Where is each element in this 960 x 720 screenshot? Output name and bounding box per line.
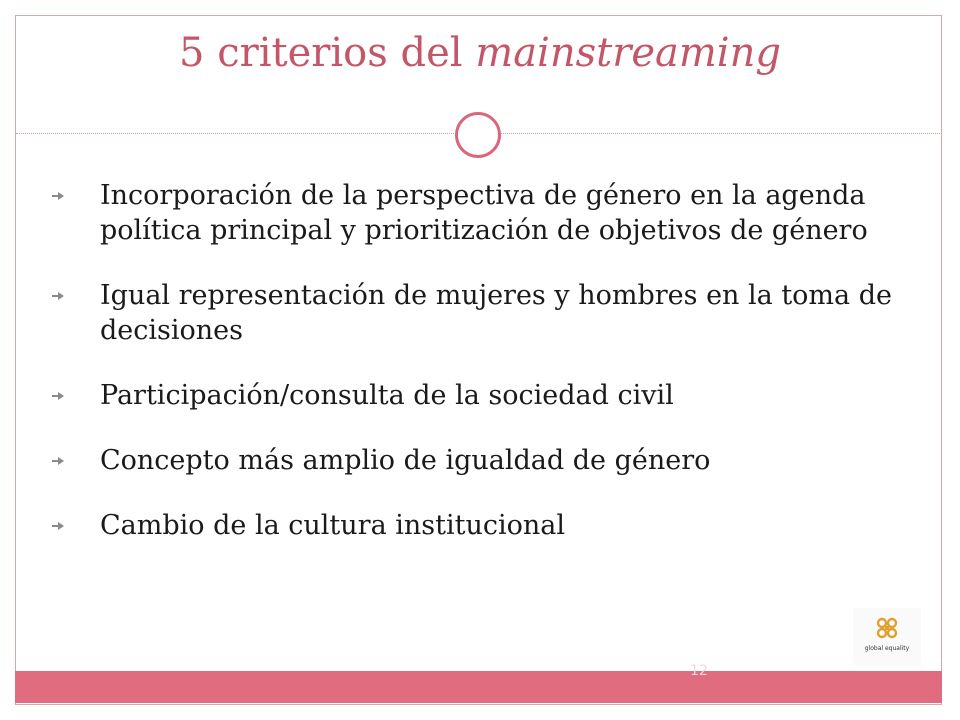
arrow-bullet-icon	[52, 191, 64, 201]
bullet-text: Cambio de la cultura institucional	[100, 510, 565, 541]
list-item	[50, 443, 910, 478]
title-prefix: 5 criterios del	[179, 30, 476, 76]
bullet-text: Igual representación de mujeres y hombres en la toma de decisiones	[100, 280, 892, 346]
list-item	[50, 278, 910, 348]
circle-ornament-icon	[455, 112, 501, 158]
global-equality-logo-icon	[873, 614, 901, 642]
arrow-bullet-icon	[52, 521, 64, 531]
footer-bar	[15, 671, 942, 703]
arrow-bullet-icon	[52, 391, 64, 401]
list-item	[50, 178, 910, 248]
list-item	[50, 508, 910, 543]
logo-text: global equality	[864, 645, 910, 652]
list-item	[50, 378, 910, 413]
bullet-list	[50, 178, 910, 543]
slide-title	[0, 30, 960, 76]
global-equality-logo	[853, 608, 921, 666]
bullet-text: Participación/consulta de la sociedad civil	[100, 380, 674, 411]
page-number: 12	[690, 663, 708, 679]
arrow-bullet-icon	[52, 291, 64, 301]
bullet-text: Incorporación de la perspectiva de género en la agenda política principal y prioritización de objetivos de género	[100, 180, 868, 246]
bullet-text: Concepto más amplio de igualdad de género	[100, 445, 711, 476]
title-emphasis: mainstreaming	[475, 30, 781, 76]
arrow-bullet-icon	[52, 456, 64, 466]
